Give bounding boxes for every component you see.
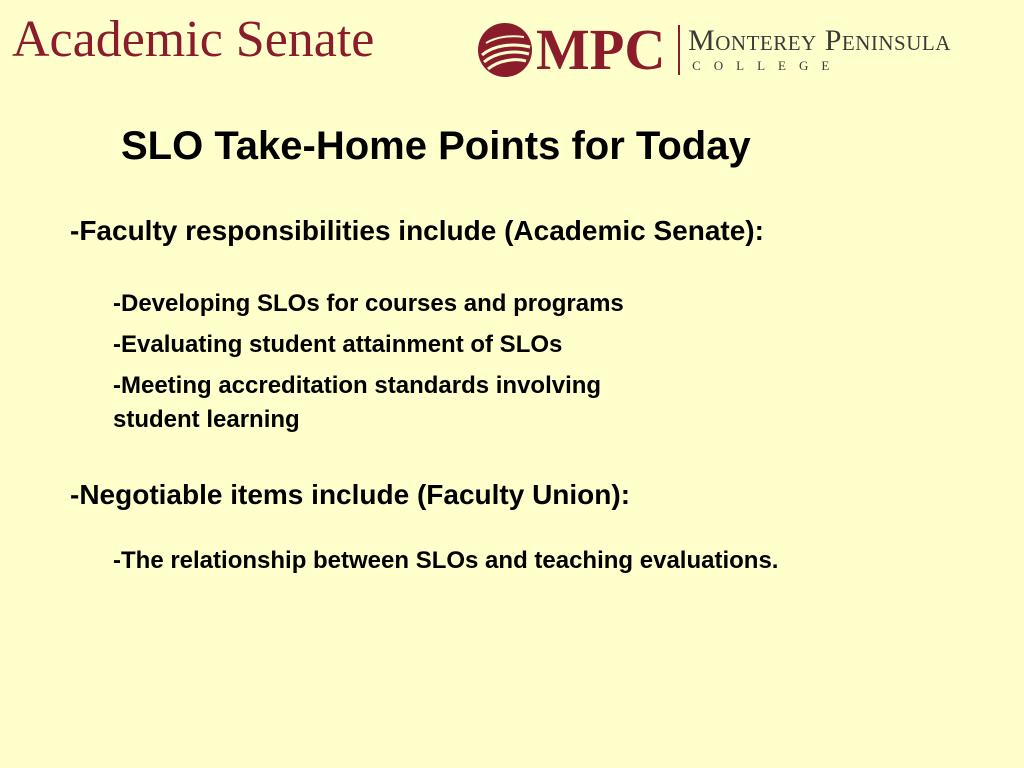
bullet-accreditation-standards — [113, 369, 601, 437]
section-faculty-responsibilities: -Faculty responsibilities include (Academic Senate): — [70, 215, 764, 246]
bullet-developing-slos: -Developing SLOs for courses and programs — [113, 290, 624, 317]
logo-college-name: Monterey Peninsula — [688, 24, 951, 57]
logo-college-subtitle: COLLEGE — [692, 58, 843, 73]
header-title: Academic Senate — [12, 11, 375, 68]
college-logo — [476, 17, 951, 82]
bullet-evaluating-attainment: -Evaluating student attainment of SLOs — [113, 331, 563, 358]
slide-heading: SLO Take-Home Points for Today — [121, 124, 751, 168]
mpc-emblem-icon — [476, 21, 534, 79]
section-negotiable-items: -Negotiable items include (Faculty Union): — [70, 479, 631, 510]
logo-wordmark — [688, 26, 951, 74]
bullet-teaching-evaluations: -The relationship between SLOs and teaching evaluations. — [113, 547, 779, 574]
logo-mark-text: MPC — [536, 17, 666, 82]
bullet-accreditation-line1: -Meeting accreditation standards involving — [113, 372, 602, 399]
bullet-accreditation-line2: student learning — [113, 406, 300, 433]
logo-divider — [678, 25, 680, 75]
